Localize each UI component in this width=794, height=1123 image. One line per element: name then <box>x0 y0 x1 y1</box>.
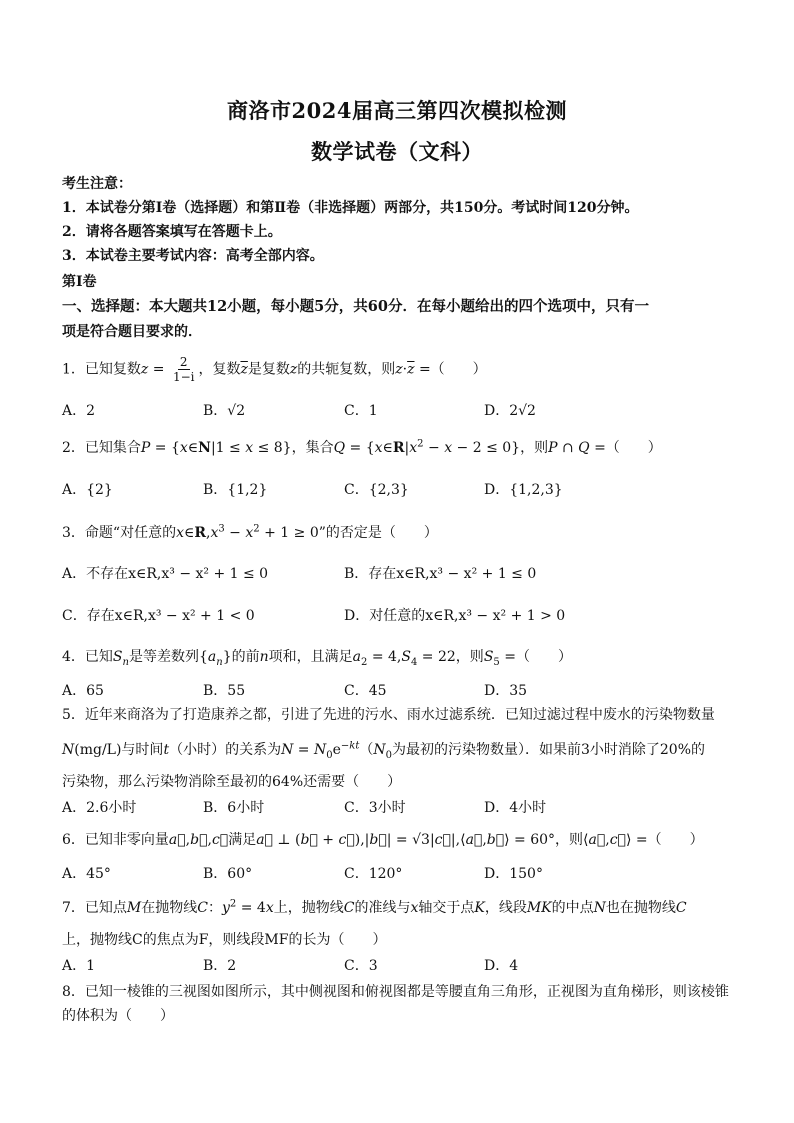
q5-option-b: B．6小时 <box>203 800 265 816</box>
q7-option-b: B．2 <box>203 958 237 974</box>
q7-option-d: D．4 <box>484 958 519 974</box>
q3-option-d: D．对任意的x∈R,x³ − x² + 1 > 0 <box>344 608 566 624</box>
section-instruction-line2: 项是符合题目要求的． <box>62 324 202 340</box>
question-7-line1: 7．已知点M在抛物线C：$y^2 = 4x$上，抛物线C的准线与x轴交于点K，线段MK的中点N也在抛物线C <box>62 898 687 916</box>
q6-option-a: A．45° <box>62 866 111 882</box>
question-5-line2: N(mg/L)与时间t（小时）的关系为$N = N_0e^{-kt}(N_0$为最初的污染物数量）．如果前3小时消除了20%的 <box>62 740 706 761</box>
section-label: 第Ⅰ卷 <box>62 274 97 290</box>
q5-option-d: D．4小时 <box>484 800 547 816</box>
q3-option-b: B．存在x∈R,x³ − x² + 1 ≤ 0 <box>344 566 537 582</box>
question-5-line3: 污染物，那么污染物消除至最初的64%还需要（ ） <box>62 774 402 790</box>
question-3-stem: 3．命题“对任意的$x\in R,x^3 - x^2 + 1 \ge 0$”的否定是（ ） <box>62 523 438 541</box>
question-6-stem: 6．已知非零向量a⃗,b⃗,c⃗满足a⃗ ⊥ (b⃗ + c⃗),|b⃗| = √3|c⃗|,⟨a⃗,b⃗⟩ = 60°，则⟨a⃗,c⃗⟩ =（ ） <box>62 832 704 848</box>
q1-option-c: C．1 <box>344 403 378 419</box>
q2-option-a: A．{2} <box>62 482 113 498</box>
exam-title: 商洛市2024届高三第四次模拟检测 <box>227 98 567 123</box>
question-8-line1: 8．已知一棱锥的三视图如图所示，其中侧视图和俯视图都是等腰直角三角形，正视图为直角梯形，则该棱锥 <box>62 984 729 1000</box>
q5-option-c: C．3小时 <box>344 800 406 816</box>
question-8-line2: 的体积为（ ） <box>62 1008 174 1024</box>
q2-option-b: B．{1,2} <box>203 482 268 498</box>
exam-subtitle: 数学试卷（文科） <box>311 139 483 164</box>
q4-option-b: B．55 <box>203 683 246 699</box>
q6-option-c: C．120° <box>344 866 403 882</box>
q6-option-d: D．150° <box>484 866 543 882</box>
q7-option-a: A．1 <box>62 958 96 974</box>
notice-heading: 考生注意： <box>62 176 132 192</box>
q5-option-a: A．2.6小时 <box>62 800 137 816</box>
notice-item-1: 1．本试卷分第Ⅰ卷（选择题）和第Ⅱ卷（非选择题）两部分，共150分。考试时间120分钟。 <box>62 200 639 216</box>
q3-option-c: C．存在x∈R,x³ − x² + 1 < 0 <box>62 608 255 624</box>
q4-option-a: A．65 <box>62 683 104 699</box>
notice-item-2: 2．请将各题答案填写在答题卡上。 <box>62 224 282 240</box>
q4-option-d: D．35 <box>484 683 528 699</box>
question-5-line1: 5．近年来商洛为了打造康养之都，引进了先进的污水、雨水过滤系统．已知过滤过程中废水的污染物数量 <box>62 707 715 723</box>
q3-option-a: A．不存在x∈R,x³ − x² + 1 ≤ 0 <box>62 566 269 582</box>
q2-option-c: C．{2,3} <box>344 482 409 498</box>
q1-option-d: D．2√2 <box>484 403 536 419</box>
q1-option-a: A．2 <box>62 403 96 419</box>
question-7-line2: 上，抛物线C的焦点为F，则线段MF的长为（ ） <box>62 932 387 948</box>
section-instruction-line1: 一、选择题：本大题共12小题，每小题5分，共60分．在每小题给出的四个选项中，只有一 <box>62 298 649 315</box>
q2-option-d: D．{1,2,3} <box>484 482 563 498</box>
question-1-stem: 1．已知复数z = $\frac{2}{1-i}$ ，复数$\overline{z}$是复数z的共轭复数，则$z\cdot\overline{z}$ =（ ） <box>62 355 487 384</box>
q4-option-c: C．45 <box>344 683 387 699</box>
question-2-stem: 2．已知集合P = {x∈N|1 ≤ x ≤ 8}，集合$Q = \{x\in R|x^2 - x - 2 \le 0\}$，则P ∩ Q =（ ） <box>62 438 662 456</box>
q7-option-c: C．3 <box>344 958 378 974</box>
notice-item-3: 3．本试卷主要考试内容：高考全部内容。 <box>62 248 324 264</box>
q1-option-b: B．√2 <box>203 403 246 419</box>
question-4-stem: 4．已知$S_n$是等差数列$\{a_n\}$的前n项和，且满足$a_2 = 4,S_4 = 22$，则$S_5$ =（ ） <box>62 649 572 668</box>
q6-option-b: B．60° <box>203 866 253 882</box>
